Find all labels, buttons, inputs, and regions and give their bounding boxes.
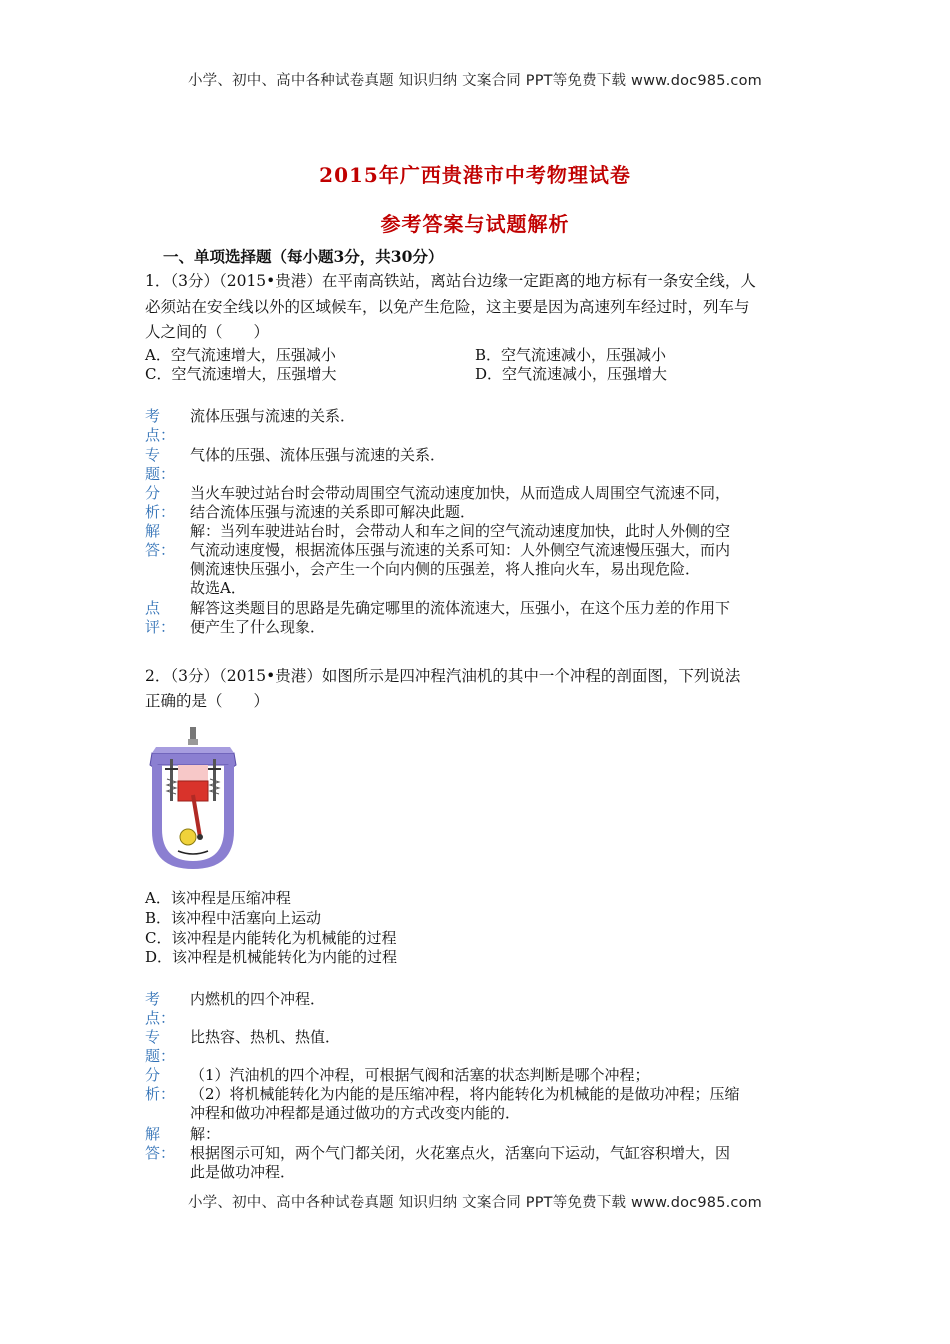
q1-zhuanti-label: 专 题：: [145, 446, 176, 483]
q1-dianping-label: 点 评：: [145, 599, 176, 636]
page-footer: 小学、初中、高中各种试卷真题 知识归纳 文案合同 PPT等免费下载 www.doc985.com: [187, 1195, 763, 1211]
q1-kaodian: 流体压强与流速的关系．: [190, 407, 356, 425]
q1-jieda: 解：当列车驶进站台时，会带动人和车之间的空气流动速度加快，此时人外侧的空 气流动速度慢，根据流体压强与流速的关系可知：人外侧空气流速慢压强大，而内 侧流速快压强小，会产生一个向内侧的压强差，将人推向火车，易出现危险． 故选A．: [190, 522, 731, 597]
question-2-line: 2．（3分）（2015•贵港）如图所示是四冲程汽油机的其中一个冲程的剖面图，下列说法: [145, 667, 741, 685]
question-1-line: 必须站在安全线以外的区域候车，以免产生危险，这主要是因为高速列车经过时，列车与: [145, 298, 750, 316]
q1-option-d: D．空气流速减小，压强增大: [475, 365, 668, 383]
q1-zhuanti: 气体的压强、流体压强与流速的关系．: [190, 446, 446, 464]
q2-option-c: C．该冲程是内能转化为机械能的过程: [145, 929, 397, 947]
q2-zhuanti: 比热容、热机、热值．: [190, 1028, 341, 1046]
question-1-line: 人之间的（ ）: [145, 323, 270, 341]
q1-fenxi: 当火车驶过站台时会带动周围空气流动速度加快，从而造成人周围空气流速不同， 结合流体压强与流速的关系即可解决此题．: [190, 484, 731, 521]
q2-fenxi-label: 分 析：: [145, 1066, 176, 1103]
q1-option-c: C．空气流速增大，压强增大: [145, 365, 337, 383]
q2-option-a: A．该冲程是压缩冲程: [145, 889, 291, 907]
q1-dianping: 解答这类题目的思路是先确定哪里的流体流速大，压强小，在这个压力差的作用下 便产生了什么现象．: [190, 599, 731, 636]
question-2-line: 正确的是（ ）: [145, 692, 270, 710]
q1-jieda-label: 解 答：: [145, 522, 176, 559]
section-heading: 一、单项选择题（每小题3分，共30分）: [163, 247, 444, 266]
question-1-line: 1．（3分）（2015•贵港）在平南高铁站，离站台边缘一定距离的地方标有一条安全线，人: [145, 272, 756, 290]
q1-fenxi-label: 分 析：: [145, 484, 176, 521]
q2-fenxi: （1）汽油机的四个冲程，可根据气阀和活塞的状态判断是哪个冲程； （2）将机械能转化为内能的是压缩冲程，将内能转化为机械能的是做功冲程；压缩 冲程和做功冲程都是通过做功的方式改变内能的．: [190, 1066, 740, 1122]
q2-kaodian-label: 考 点：: [145, 990, 176, 1027]
q2-jieda: 解： 根据图示可知，两个气门都关闭，火花塞点火，活塞向下运动，气缸容积增大，因 此是做功冲程．: [190, 1125, 731, 1181]
document-title: 2015年广西贵港市中考物理试卷: [319, 163, 631, 187]
q2-option-b: B．该冲程中活塞向上运动: [145, 909, 322, 927]
engine-diagram: [148, 725, 240, 871]
q1-option-b: B．空气流速减小，压强减小: [475, 346, 667, 364]
q2-zhuanti-label: 专 题：: [145, 1028, 176, 1065]
q2-option-d: D．该冲程是机械能转化为内能的过程: [145, 948, 398, 966]
q2-jieda-label: 解 答：: [145, 1125, 176, 1162]
q1-kaodian-label: 考 点：: [145, 407, 176, 444]
q1-option-a: A．空气流速增大，压强减小: [145, 346, 336, 364]
q2-kaodian: 内燃机的四个冲程．: [190, 990, 326, 1008]
page-header: 小学、初中、高中各种试卷真题 知识归纳 文案合同 PPT等免费下载 www.doc985.com: [187, 73, 763, 89]
document-subtitle: 参考答案与试题解析: [380, 212, 570, 236]
engine-cross-section-figure: [148, 725, 240, 871]
